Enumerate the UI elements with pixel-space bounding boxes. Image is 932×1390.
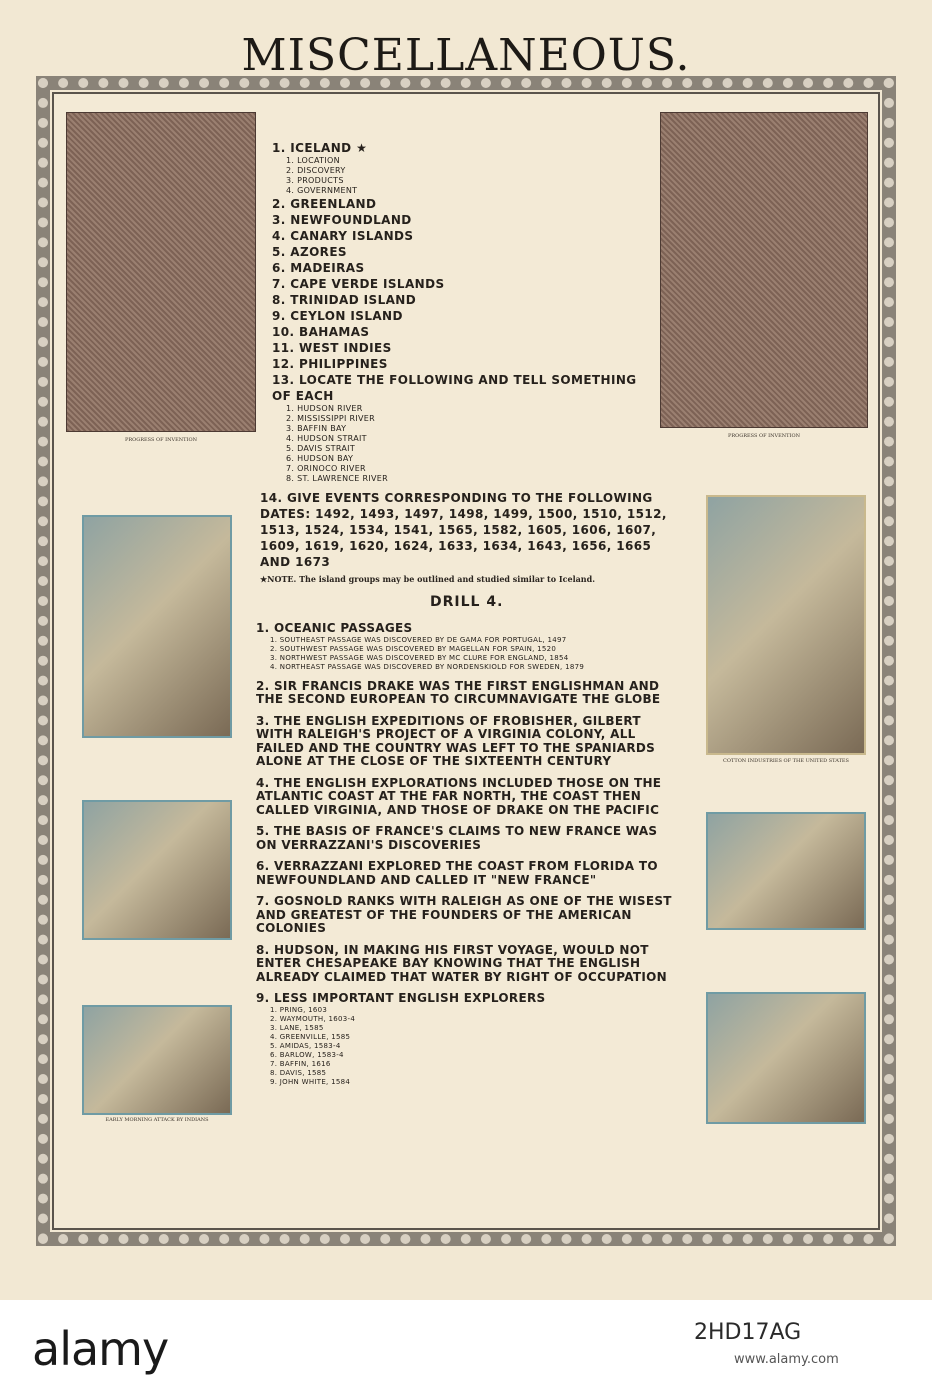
list1-item: 5. AZORES <box>272 245 347 259</box>
watermark-url: www.alamy.com <box>734 1352 839 1367</box>
wheat-gathering-illustration <box>706 992 866 1124</box>
list1-subitem: 2. MISSISSIPPI RIVER <box>286 414 376 423</box>
list1-subitem: 5. DAVIS STRAIT <box>286 444 356 453</box>
list1-item: 1. ICELAND ★ <box>272 141 368 155</box>
list1-item: 7. CAPE VERDE ISLANDS <box>272 277 445 291</box>
drill-item: 9. LESS IMPORTANT ENGLISH EXPLORERS <box>256 991 546 1005</box>
list1-item: 12. PHILIPPINES <box>272 357 388 371</box>
list1-item: 4. CANARY ISLANDS <box>272 229 414 243</box>
list1-item: 2. GREENLAND <box>272 197 377 211</box>
watermark-id: 2HD17AG <box>694 1320 802 1345</box>
drill-list <box>256 614 676 1087</box>
drill-subitem: 2. WAYMOUTH, 1603-4 <box>270 1014 356 1023</box>
list1-item: 3. NEWFOUNDLAND <box>272 213 412 227</box>
drill-item: 1. OCEANIC PASSAGES <box>256 621 413 635</box>
list1-subitem: 4. HUDSON STRAIT <box>286 434 367 443</box>
drill-subitem: 3. NORTHWEST PASSAGE WAS DISCOVERED BY MC CLURE FOR ENGLAND, 1854 <box>270 653 569 662</box>
drill-subitem: 8. DAVIS, 1585 <box>270 1068 327 1077</box>
item-14: 14. GIVE EVENTS CORRESPONDING TO THE FOLLOWING DATES: 1492, 1493, 1497, 1498, 1499, 1500, 1510, 1512, 1513, 1524, 1534, 1541, 1565, 1582, 1605, 1606, 1607, 1609, 1619, 1620, 1624, 1633, 1634, 1643, 1656, 1665 AND 1673 <box>260 491 667 569</box>
drill-subitem: 4. NORTHEAST PASSAGE WAS DISCOVERED BY NORDENSKIOLD FOR SWEDEN, 1879 <box>270 662 585 671</box>
attack-illustration <box>82 1005 232 1115</box>
drill-subitem: 1. PRING, 1603 <box>270 1005 328 1014</box>
drill-item: 6. VERRAZZANI EXPLORED THE COAST FROM FLORIDA TO NEWFOUNDLAND AND CALLED IT "NEW FRANCE" <box>256 859 658 887</box>
list1-item: 11. WEST INDIES <box>272 341 392 355</box>
drill-subitem: 1. SOUTHEAST PASSAGE WAS DISCOVERED BY DE GAMA FOR PORTUGAL, 1497 <box>270 635 567 644</box>
list1-item: 10. BAHAMAS <box>272 325 370 339</box>
drill-subitem: 4. GREENVILLE, 1585 <box>270 1032 351 1041</box>
drill-subitem: 2. SOUTHWEST PASSAGE WAS DISCOVERED BY MAGELLAN FOR SPAIN, 1520 <box>270 644 557 653</box>
drill-item: 3. THE ENGLISH EXPEDITIONS OF FROBISHER, GILBERT WITH RALEIGH'S PROJECT OF A VIRGINIA COLONY, ALL FAILED AND THE COUNTRY WAS LEFT TO THE SPANIARDS ALONE AT THE CLOSE OF THE SIXTEENTH CENTURY <box>256 713 656 768</box>
list1-item: 13. LOCATE THE FOLLOWING AND TELL SOMETHING OF EACH <box>272 373 637 403</box>
caption-invention-left: PROGRESS OF INVENTION <box>125 437 197 443</box>
weaving-illustration <box>706 812 866 930</box>
note: ★NOTE. The island groups may be outlined and studied similar to Iceland. <box>260 574 595 584</box>
list1-item: 8. TRINIDAD ISLAND <box>272 293 417 307</box>
list1-subitem: 1. LOCATION <box>286 156 340 165</box>
list1-subitem: 4. GOVERNMENT <box>286 186 358 195</box>
island-list <box>260 140 667 584</box>
progress-of-invention-left-engraving <box>66 112 256 432</box>
list1-subitem: 3. PRODUCTS <box>286 176 344 185</box>
drill-subitem: 5. AMIDAS, 1583-4 <box>270 1041 341 1050</box>
drill-item: 8. HUDSON, IN MAKING HIS FIRST VOYAGE, WOULD NOT ENTER CHESAPEAKE BAY KNOWING THAT THE ENGLISH ALREADY CLAIMED THAT WATER BY RIGHT OF OCCUPATION <box>256 942 667 984</box>
list1-subitem: 7. ORINOCO RIVER <box>286 464 366 473</box>
list1-subitem: 3. BAFFIN BAY <box>286 424 347 433</box>
caption-invention-right: PROGRESS OF INVENTION <box>728 433 800 439</box>
list1-subitem: 2. DISCOVERY <box>286 166 346 175</box>
caption-attack: EARLY MORNING ATTACK BY INDIANS <box>105 1117 209 1123</box>
drill-subitem: 3. LANE, 1585 <box>270 1023 324 1032</box>
drill-subitem: 6. BARLOW, 1583-4 <box>270 1050 344 1059</box>
swamp-cabin-illustration <box>82 800 232 940</box>
list1-item: 6. MADEIRAS <box>272 261 365 275</box>
page-title: MISCELLANEOUS. <box>241 30 691 81</box>
cotton-industries-illustration <box>706 495 866 755</box>
progress-of-invention-right-engraving <box>660 112 868 428</box>
drill-subitem: 9. JOHN WHITE, 1584 <box>270 1077 351 1086</box>
watermark-logo: alamy <box>32 1322 169 1376</box>
drill-item: 5. THE BASIS OF FRANCE'S CLAIMS TO NEW FRANCE WAS ON VERRAZZANI'S DISCOVERIES <box>256 824 658 852</box>
drill-item: 7. GOSNOLD RANKS WITH RALEIGH AS ONE OF THE WISEST AND GREATEST OF THE FOUNDERS OF THE AMERICAN COLONIES <box>256 894 672 935</box>
drill-item: 4. THE ENGLISH EXPLORATIONS INCLUDED THOSE ON THE ATLANTIC COAST AT THE FAR NORTH, THE COAST THEN CALLED VIRGINIA, AND THOSE OF DRAKE ON THE PACIFIC <box>256 775 662 817</box>
list1-subitem: 1. HUDSON RIVER <box>286 404 363 413</box>
drill-title: DRILL 4. <box>430 594 504 610</box>
drill-subitem: 7. BAFFIN, 1616 <box>270 1059 331 1068</box>
drill-item: 2. SIR FRANCIS DRAKE WAS THE FIRST ENGLISHMAN AND THE SECOND EUROPEAN TO CIRCUMNAVIGATE THE GLOBE <box>256 678 661 706</box>
list1-item: 9. CEYLON ISLAND <box>272 309 403 323</box>
atlantic-cable-illustration <box>82 515 232 738</box>
list1-subitem: 8. ST. LAWRENCE RIVER <box>286 474 388 483</box>
caption-cotton: COTTON INDUSTRIES OF THE UNITED STATES <box>723 758 849 764</box>
list1-subitem: 6. HUDSON BAY <box>286 454 354 463</box>
